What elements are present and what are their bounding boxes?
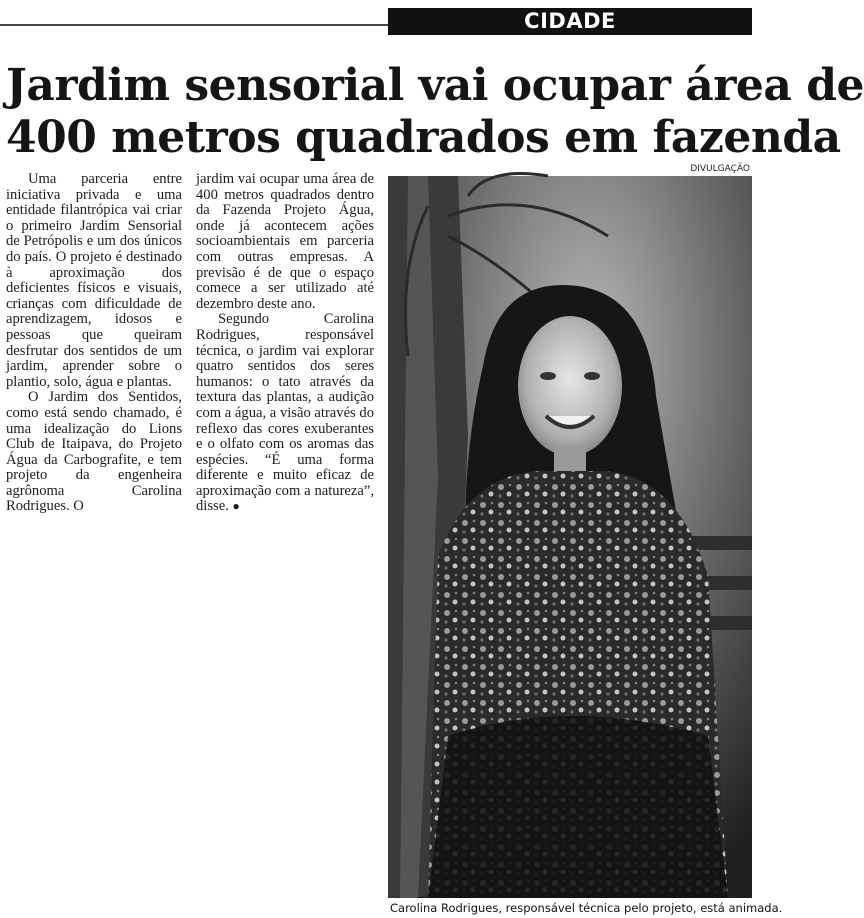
article-paragraph-continuation: jardim vai ocupar uma área de 400 metros quadrados dentro da Fazenda Projeto Água, onde já acontecem ações socioambientais em parceria com outras empresas. A previsão é de que o espaço comece a ser utilizado até dezembro deste ano. [196,171,374,312]
article-paragraph: Uma parceria entre iniciativa privada e uma entidade filantrópica vai criar o primeiro Jardim Sensorial de Petrópolis e um dos únicos do país. O projeto é destinado à aproximação dos deficientes físicos e visuais, crianças com dificuldade de aprendizagem, idosos e pessoas que queiram desfrutar dos sentidos de um jardim, aprender sobre o plantio, solo, água e plantas. [6,171,182,390]
headline [6,60,864,164]
photo-credit: DIVULGAÇÃO [690,164,750,174]
end-mark-icon: ● [232,499,240,514]
top-rule [0,24,388,26]
article-paragraph: O Jardim dos Sentidos, como está sendo chamado, é uma idealização do Lions Club de Itaipava, do Projeto Água da Carbografite, e tem projeto da engenheira agrônoma Carolina Rodrigues. O [6,389,182,515]
photo-caption: Carolina Rodrigues, responsável técnica pelo projeto, está animada. [390,901,783,915]
article-column-2 [196,172,374,515]
article-photo [388,176,752,898]
article-paragraph-text: Segundo Carolina Rodrigues, responsável técnica, o jardim vai explorar quatro sentidos dos seres humanos: o tato através da textura das plantas, a audição com a água, a visão através do reflexo das cores exuberantes e o olfato com os aromas das espécies. “É uma forma diferente e muito eficaz de aproximação com a natureza”, disse. [196,311,374,515]
article-paragraph [196,312,374,515]
section-tag: CIDADE [388,8,752,35]
headline-line-1: Jardim sensorial vai ocupar área de [6,60,864,111]
article-column-1 [6,172,182,515]
headline-line-2: 400 metros quadrados em fazenda [6,112,841,163]
